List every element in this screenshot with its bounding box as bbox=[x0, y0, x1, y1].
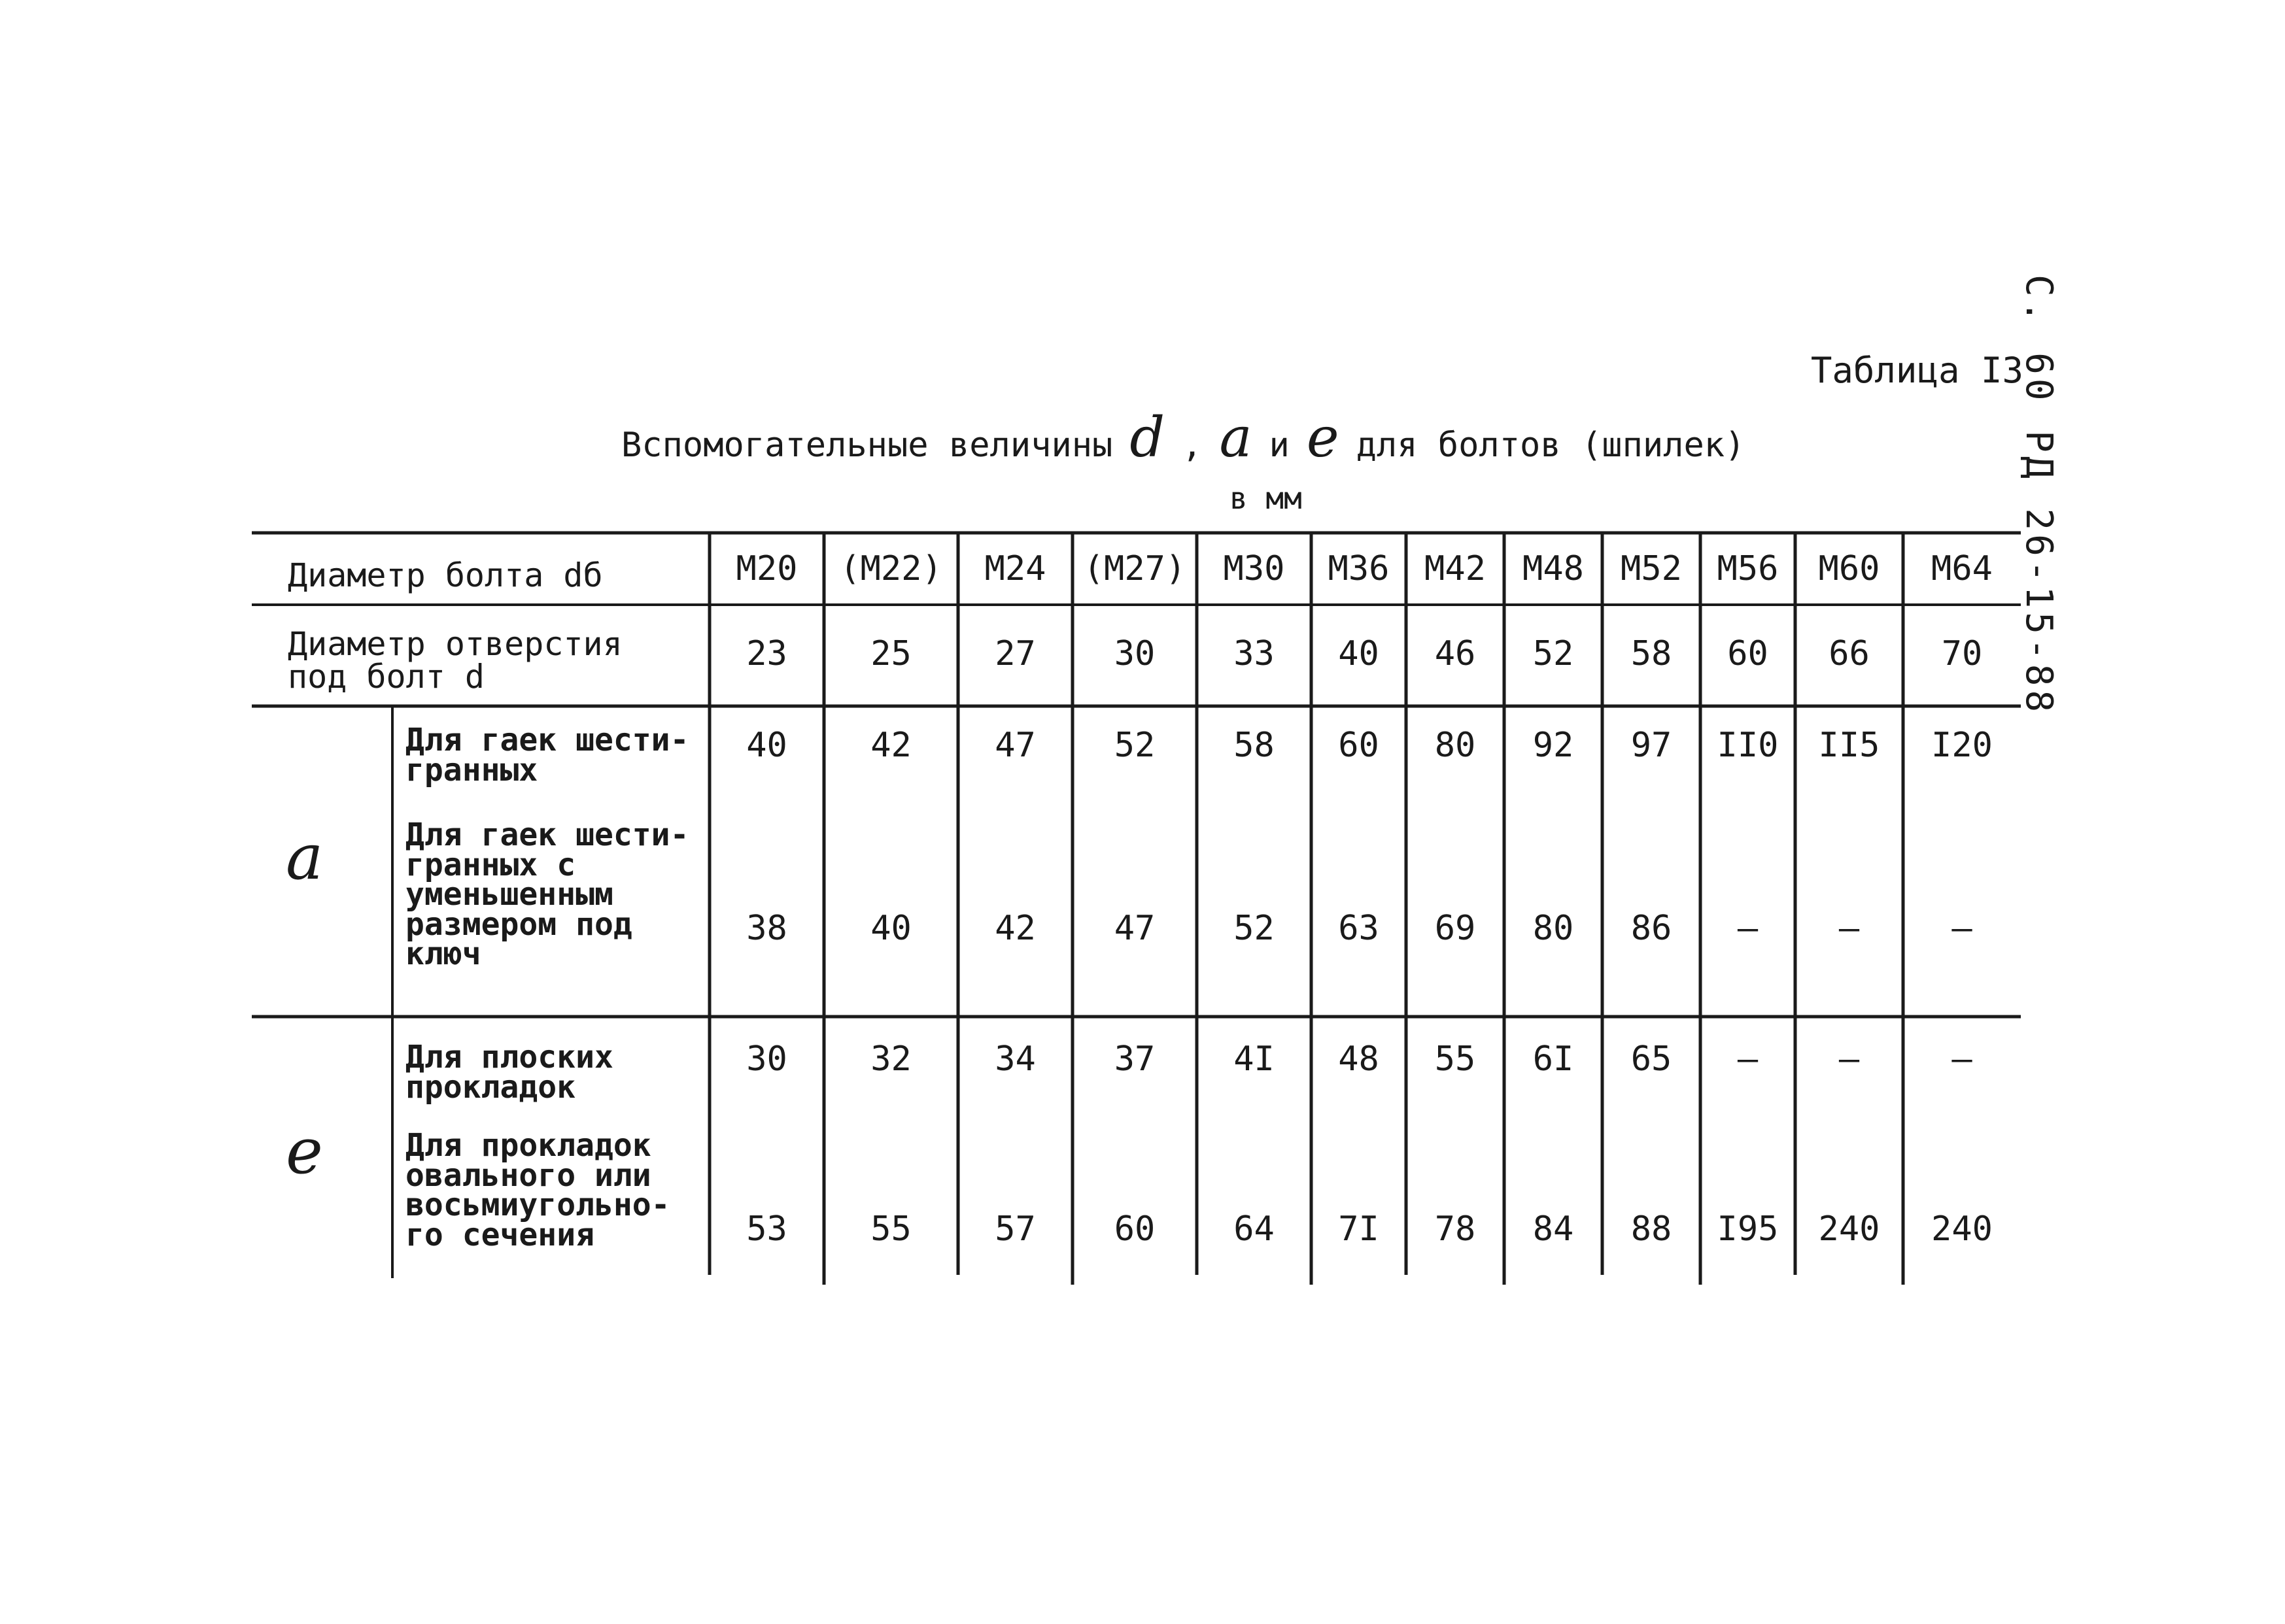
e-oval-gasket-cell: 55 bbox=[870, 1210, 912, 1249]
e-oval-gasket-cell: 57 bbox=[995, 1210, 1036, 1249]
hole-diameter-cell: 46 bbox=[1434, 634, 1476, 673]
a-hex-nut-cell: 80 bbox=[1434, 726, 1476, 765]
a-hex-nut-cell: II5 bbox=[1818, 726, 1880, 765]
bolt-size-cell: M48 bbox=[1522, 549, 1584, 588]
hole-diameter-cell: 60 bbox=[1727, 634, 1768, 673]
bolt-size-cell: M64 bbox=[1931, 549, 1993, 588]
e-flat-gasket-cell: – bbox=[1737, 1040, 1759, 1079]
hole-diameter-cell: 25 bbox=[870, 634, 912, 673]
table-caption bbox=[621, 405, 1864, 469]
group-symbol-e: e bbox=[286, 1115, 323, 1188]
a-row1-label: Для гаек шести-гранных bbox=[405, 722, 689, 788]
a-hex-nut-cell: 52 bbox=[1114, 726, 1156, 765]
a-hex-nut-cell: I20 bbox=[1931, 726, 1993, 765]
a-row2-label: Для гаек шести-гранных с уменьшенным размером под ключ bbox=[405, 817, 689, 973]
e-oval-gasket-cell: 60 bbox=[1114, 1210, 1156, 1249]
bolt-table bbox=[252, 526, 2021, 1285]
bolt-size-cell: M42 bbox=[1424, 549, 1486, 588]
a-hex-nut-cell: 58 bbox=[1233, 726, 1275, 765]
e-oval-gasket-cell: 7I bbox=[1338, 1210, 1379, 1249]
hole-diameter-cell: 70 bbox=[1941, 634, 1983, 673]
e-oval-gasket-cell: 240 bbox=[1931, 1210, 1993, 1249]
e-flat-gasket-cell: 48 bbox=[1338, 1040, 1379, 1079]
units-label: в мм bbox=[1229, 481, 1302, 516]
a-hex-nut-cell: 47 bbox=[995, 726, 1036, 765]
e-flat-gasket-cell: – bbox=[1838, 1040, 1860, 1079]
a-reduced-nut-cell: 38 bbox=[746, 909, 787, 948]
a-reduced-nut-cell: 40 bbox=[870, 909, 912, 948]
a-reduced-nut-cell: – bbox=[1951, 909, 1972, 948]
a-hex-nut-cell: 60 bbox=[1338, 726, 1379, 765]
hole-diameter-cell: 52 bbox=[1532, 634, 1574, 673]
bolt-size-cell: M60 bbox=[1818, 549, 1880, 588]
e-flat-gasket-cell: 37 bbox=[1114, 1040, 1156, 1079]
e-oval-gasket-cell: 84 bbox=[1532, 1210, 1574, 1249]
a-hex-nut-cell: 42 bbox=[870, 726, 912, 765]
hole-diameter-cell: 66 bbox=[1829, 634, 1870, 673]
hole-diameter-cell: 30 bbox=[1114, 634, 1156, 673]
a-reduced-nut-cell: 86 bbox=[1630, 909, 1672, 948]
caption-prefix: Вспомогательные величины bbox=[621, 426, 1113, 465]
table-number: Таблица I3 bbox=[1810, 350, 2023, 391]
hole-diameter-cell: 58 bbox=[1630, 634, 1672, 673]
e-flat-gasket-cell: 34 bbox=[995, 1040, 1036, 1079]
a-reduced-nut-cell: – bbox=[1737, 909, 1759, 948]
hole-diameter-cell: 27 bbox=[995, 634, 1036, 673]
bolt-size-cell: M36 bbox=[1328, 549, 1390, 588]
caption-comma: , bbox=[1182, 426, 1203, 465]
a-hex-nut-cell: II0 bbox=[1717, 726, 1779, 765]
a-reduced-nut-cell: 63 bbox=[1338, 909, 1379, 948]
caption-and: и bbox=[1269, 426, 1290, 465]
e-oval-gasket-cell: 53 bbox=[746, 1210, 787, 1249]
a-reduced-nut-cell: – bbox=[1838, 909, 1860, 948]
hole-diameter-cell: 33 bbox=[1233, 634, 1275, 673]
e-row2-label: Для прокладок овального или восьмиугольно-го сечения bbox=[405, 1127, 670, 1253]
caption-symbol-d: d bbox=[1129, 405, 1165, 469]
e-oval-gasket-cell: 88 bbox=[1630, 1210, 1672, 1249]
e-flat-gasket-cell: 32 bbox=[870, 1040, 912, 1079]
a-reduced-nut-cell: 47 bbox=[1114, 909, 1156, 948]
a-hex-nut-cell: 92 bbox=[1532, 726, 1574, 765]
group-symbol-a: a bbox=[286, 820, 324, 894]
e-flat-gasket-cell: 6I bbox=[1532, 1040, 1574, 1079]
hole-diameter-cell: 23 bbox=[746, 634, 787, 673]
caption-symbol-e: e bbox=[1306, 405, 1339, 469]
bolt-diameter-label: Диаметр болта dб bbox=[288, 556, 603, 594]
a-hex-nut-cell: 40 bbox=[746, 726, 787, 765]
caption-suffix: для болтов (шпилек) bbox=[1356, 426, 1745, 465]
e-flat-gasket-cell: 55 bbox=[1434, 1040, 1476, 1079]
bolt-size-cell: M56 bbox=[1717, 549, 1779, 588]
hole-diameter-label: Диаметр отверстия под болт d bbox=[288, 625, 623, 696]
document-code: С. 60 РД 26-15-88 bbox=[2018, 275, 2060, 717]
bolt-size-cell: (M22) bbox=[840, 549, 942, 588]
bolt-size-cell: M52 bbox=[1621, 549, 1682, 588]
e-flat-gasket-cell: 65 bbox=[1630, 1040, 1672, 1079]
e-oval-gasket-cell: I95 bbox=[1717, 1210, 1779, 1249]
caption-symbol-a: a bbox=[1219, 405, 1252, 469]
bolt-size-cell: M24 bbox=[984, 549, 1046, 588]
bolt-size-cell: M30 bbox=[1223, 549, 1285, 588]
a-reduced-nut-cell: 42 bbox=[995, 909, 1036, 948]
a-reduced-nut-cell: 69 bbox=[1434, 909, 1476, 948]
a-reduced-nut-cell: 52 bbox=[1233, 909, 1275, 948]
e-flat-gasket-cell: – bbox=[1951, 1040, 1972, 1079]
a-reduced-nut-cell: 80 bbox=[1532, 909, 1574, 948]
bolt-size-cell: M20 bbox=[736, 549, 798, 588]
bolt-size-cell: (M27) bbox=[1083, 549, 1186, 588]
e-oval-gasket-cell: 78 bbox=[1434, 1210, 1476, 1249]
e-flat-gasket-cell: 4I bbox=[1233, 1040, 1275, 1079]
hole-diameter-cell: 40 bbox=[1338, 634, 1379, 673]
a-hex-nut-cell: 97 bbox=[1630, 726, 1672, 765]
e-flat-gasket-cell: 30 bbox=[746, 1040, 787, 1079]
e-oval-gasket-cell: 64 bbox=[1233, 1210, 1275, 1249]
e-row1-label: Для плоских прокладок bbox=[405, 1039, 613, 1106]
e-oval-gasket-cell: 240 bbox=[1818, 1210, 1880, 1249]
